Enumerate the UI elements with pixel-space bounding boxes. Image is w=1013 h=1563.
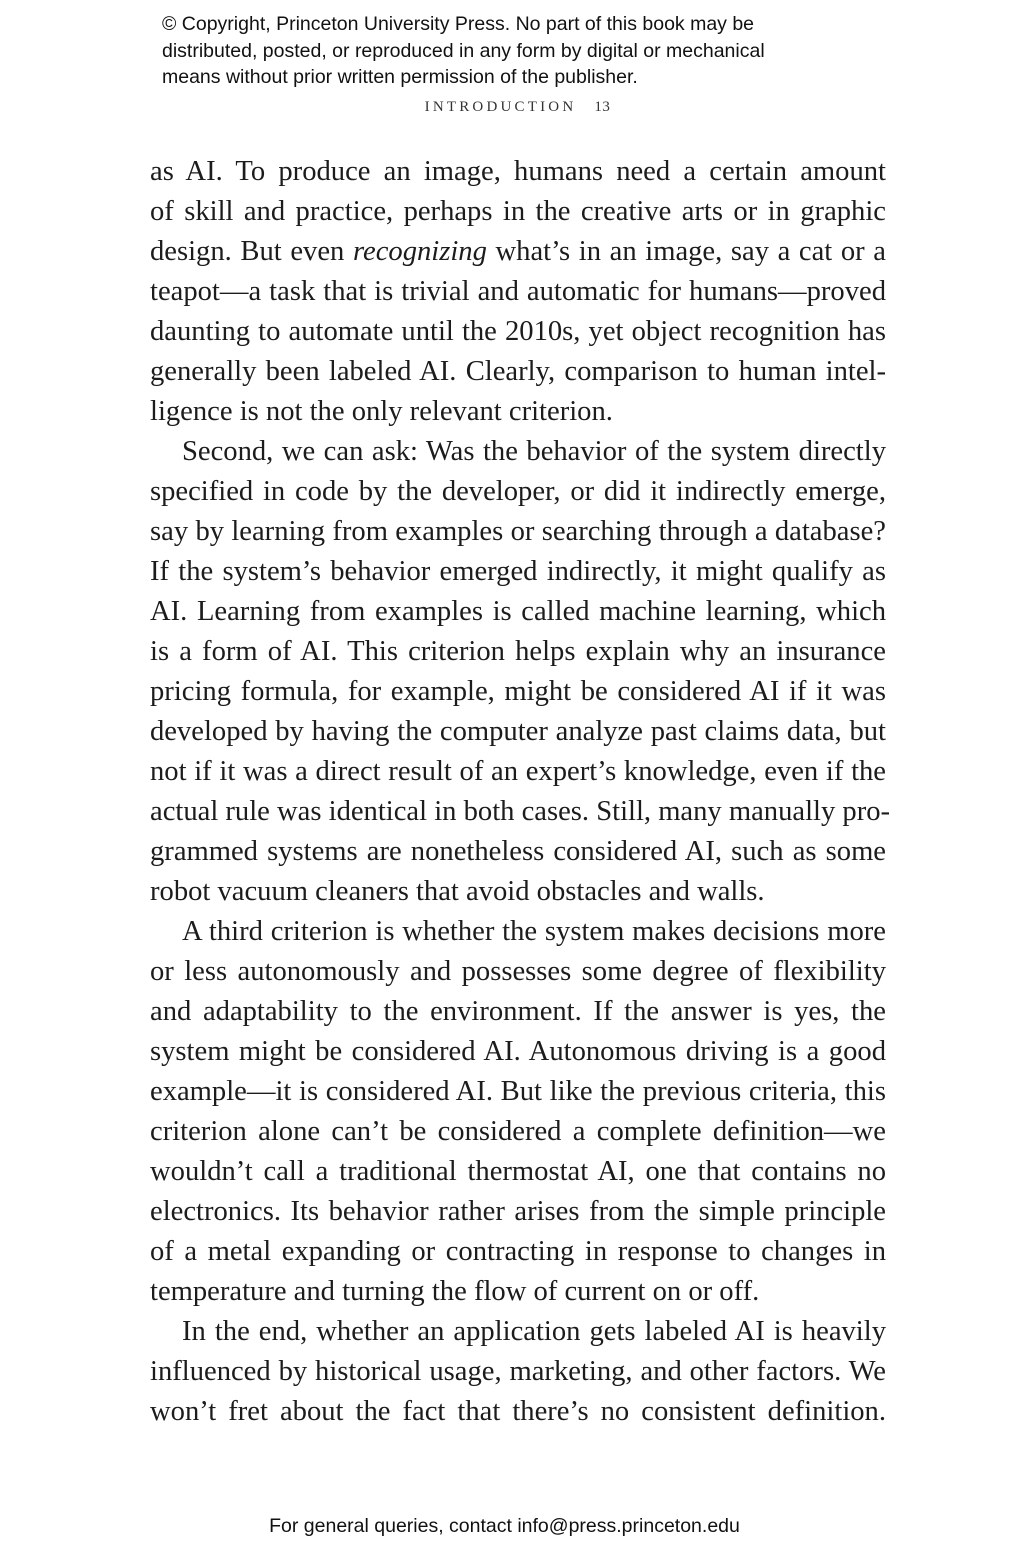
text-line: as AI. To produce an image, humans need a certain amount <box>150 156 886 187</box>
text-line: of skill and practice, perhaps in the creative arts or in graphic <box>150 196 886 227</box>
text-line: specified in code by the developer, or did it indirectly emerge, <box>150 476 886 507</box>
text-line: influenced by historical usage, marketing, and other factors. We <box>150 1356 886 1387</box>
text-line: If the system’s behavior emerged indirectly, it might qualify as <box>150 556 886 587</box>
text-line: A third criterion is whether the system makes decisions more <box>182 916 886 947</box>
text-line: not if it was a direct result of an expert’s knowledge, even if the <box>150 756 886 787</box>
text-line: In the end, whether an application gets labeled AI is heavily <box>182 1316 886 1347</box>
text-line: temperature and turning the flow of current on or off. <box>150 1276 760 1307</box>
text-line: grammed systems are nonetheless considered AI, such as some <box>150 836 886 867</box>
copyright-line: distributed, posted, or reproduced in any form by digital or mechanical <box>162 39 765 62</box>
text-line: AI. Learning from examples is called machine learning, which <box>150 596 886 627</box>
text-line: developed by having the computer analyze past claims data, but <box>150 716 886 747</box>
text-line: electronics. Its behavior rather arises from the simple principle <box>150 1196 886 1227</box>
text-line: actual rule was identical in both cases. Still, many manually pro- <box>150 796 891 827</box>
text-line: won’t fret about the fact that there’s no consistent definition. <box>150 1396 886 1427</box>
text-line: example—it is considered AI. But like the previous criteria, this <box>150 1076 886 1107</box>
text-line <box>150 232 886 272</box>
footer-contact <box>0 1515 1013 1538</box>
text-line: say by learning from examples or searching through a database? <box>150 516 886 547</box>
italic-word: recognizing <box>352 236 487 267</box>
body-text <box>150 152 891 1432</box>
copyright-line: © Copyright, Princeton University Press. No part of this book may be <box>162 13 755 35</box>
copyright-line: means without prior written permission of the publisher. <box>162 66 638 88</box>
text-line: wouldn’t call a traditional thermostat AI, one that contains no <box>150 1156 886 1187</box>
footer-text: For general queries, contact info@press.princeton.edu <box>269 1515 740 1537</box>
text-run: what’s in an image, say a cat or a <box>486 236 886 267</box>
text-line: is a form of AI. This criterion helps explain why an insurance <box>150 636 886 667</box>
text-line: system might be considered AI. Autonomous driving is a good <box>150 1036 886 1067</box>
text-run: design. But even <box>150 236 353 267</box>
text-line: Second, we can ask: Was the behavior of the system directly <box>182 436 886 467</box>
text-line: teapot—a task that is trivial and automatic for humans—proved <box>150 276 886 307</box>
text-line: or less autonomously and possesses some degree of flexibility <box>150 956 886 987</box>
text-line: of a metal expanding or contracting in response to changes in <box>150 1236 886 1267</box>
text-line: and adaptability to the environment. If the answer is yes, the <box>150 996 886 1027</box>
text-line: ligence is not the only relevant criterion. <box>150 396 613 427</box>
page-number: 13 <box>594 99 611 115</box>
running-head <box>0 99 1013 116</box>
text-line: pricing formula, for example, might be considered AI if it was <box>150 676 886 707</box>
text-line: robot vacuum cleaners that avoid obstacles and walls. <box>150 876 765 907</box>
copyright-notice <box>162 11 922 91</box>
text-line: generally been labeled AI. Clearly, comparison to human intel- <box>150 356 886 387</box>
text-line: daunting to automate until the 2010s, yet object recognition has <box>150 316 886 347</box>
text-line: criterion alone can’t be considered a complete definition—we <box>150 1116 886 1147</box>
chapter-title: INTRODUCTION <box>424 99 577 115</box>
